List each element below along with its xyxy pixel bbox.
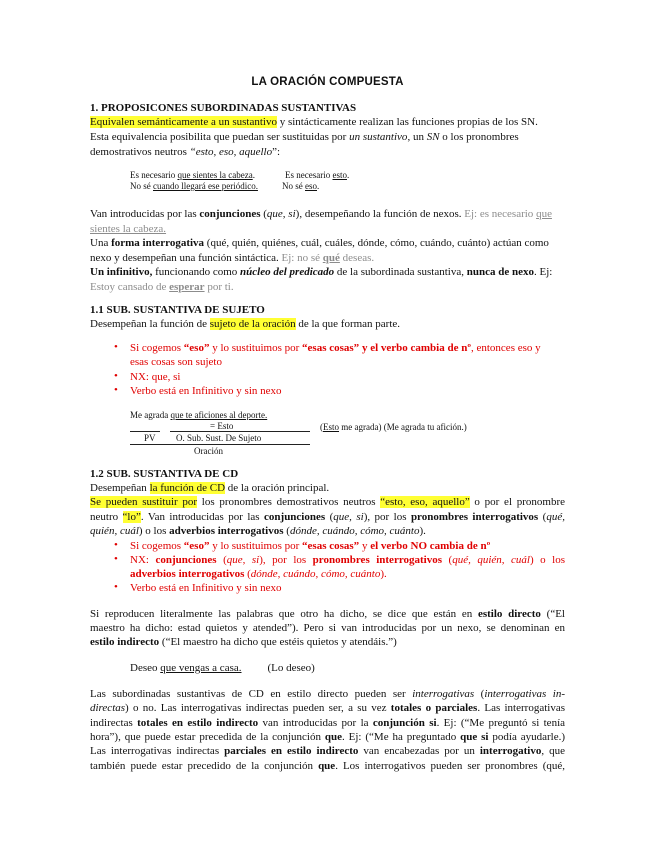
example-text: por ti. [204, 281, 234, 293]
text: . [317, 181, 320, 191]
s12-paragraph-1-line-3 [90, 635, 397, 650]
text: ”: [272, 146, 281, 158]
bullet: • [114, 370, 118, 382]
text: . Ej: (“Me ha preguntado [342, 731, 461, 743]
text: . Ej: (“Me preguntó si tenía [436, 717, 566, 729]
text: “esas cosas” [302, 540, 360, 552]
text: Si cogemos [130, 540, 184, 552]
text: ). [380, 568, 387, 580]
s12-paragraph-2-line-6 [90, 759, 565, 774]
text: el verbo NO cambia de nº [370, 540, 491, 552]
text: Es necesario [285, 170, 333, 180]
text: van introducidas por la [258, 717, 373, 729]
text: ) o los [529, 554, 565, 566]
s12-paragraph-2-line-3 [90, 716, 565, 731]
s1-paragraph-4-line-1 [90, 265, 552, 280]
s11-bullet-3: Verbo está en Infinitivo y sin nexo [130, 385, 282, 397]
text: eso [305, 181, 317, 191]
text: Si cogemos [130, 342, 184, 354]
text: (Lo deseo) [267, 662, 315, 674]
text: . [346, 170, 350, 180]
text: conjunciones [264, 511, 326, 523]
text: , que [541, 745, 565, 757]
s11-bullet-1-line-1 [130, 341, 541, 356]
text: totales o parciales [390, 702, 478, 714]
text: neutro [90, 511, 123, 523]
text: ), desempeñando la función de nexos. [295, 208, 465, 220]
s1-paragraph-4-line-2 [90, 280, 234, 295]
example-text: Ej: es necesario [464, 208, 537, 220]
text: Una [90, 237, 112, 249]
text: (qué, quién, quiénes, cuál, cuáles, dónde, cómo, cuándo, cuánto) actúan como [204, 237, 549, 249]
text: me agrada) (Me agrada tu afición.) [339, 422, 467, 432]
text: interrogativo [479, 745, 542, 757]
text: dónde, cuándo, cómo, cuánto [250, 568, 381, 580]
text: ( [320, 422, 323, 432]
text: dónde, cuándo, cómo, cuánto [289, 525, 420, 537]
text: Si reproducen literalmente las palabras que otro ha dicho, se dice que están en [90, 608, 478, 620]
text: . Ej: [534, 266, 553, 278]
highlight: “esto, eso, aquello” [380, 496, 470, 508]
text: van encabezadas por un [358, 745, 480, 757]
text: estilo directo [477, 608, 541, 620]
s12-bullet-2-line-1 [130, 553, 565, 568]
text: que si [460, 731, 489, 743]
text: también puede estar precedido de la conjunción [90, 760, 319, 772]
example-2a [130, 181, 258, 192]
s11-bullet-1-line-2: esas cosas son sujeto [130, 356, 222, 368]
text: Es necesario [130, 170, 178, 180]
text: ( [283, 525, 290, 537]
s1-paragraph-2-line-2: sientes la cabeza. [90, 223, 167, 235]
section-1-heading: 1. PROPOSICONES SUBORDINADAS SUSTANTIVAS [90, 102, 357, 114]
text: Van introducidas por las [90, 208, 200, 220]
text: ( [325, 511, 334, 523]
text: esto [332, 170, 347, 180]
example-1b [285, 170, 349, 181]
text: adverbios interrogativos [169, 525, 284, 537]
text: y sintácticamente realizan las funciones propias de los SN. [276, 116, 538, 128]
highlight: “lo” [122, 511, 141, 523]
text: que te aficiones al deporte. [170, 410, 268, 420]
s12-bullet-1 [130, 539, 490, 554]
text: Las subordinadas sustantivas de CD en estilo directo pueden ser [90, 688, 413, 700]
highlight: Equivalen semánticamente a un sustantivo [90, 116, 277, 128]
s1-paragraph-2-line-1 [90, 207, 552, 222]
text: funcionando como [152, 266, 241, 278]
text: que vengas a casa. [160, 662, 242, 674]
example-text: deseas. [339, 252, 375, 264]
text: que, si [266, 208, 296, 220]
text: Me agrada [130, 410, 171, 420]
highlight: sujeto de la oración [209, 318, 296, 330]
diagram-line [130, 444, 310, 445]
text: que sientes la cabeza [177, 170, 253, 180]
text: ), por los [363, 511, 411, 523]
text: que, si [226, 554, 260, 566]
s11-bullet-2: NX: que, si [130, 371, 181, 383]
text: conjunciones [199, 208, 261, 220]
section-1-1-heading: 1.1 SUB. SUSTANTIVA DE SUJETO [90, 304, 265, 316]
example-text: Estoy cansado de [90, 281, 170, 293]
text: y el verbo cambia de nº [359, 342, 471, 354]
text: Deseo [130, 662, 161, 674]
text: y lo sustituimos por [209, 342, 303, 354]
text: ( [244, 568, 251, 580]
s1-paragraph-1-line-2 [90, 130, 519, 145]
example-1a [130, 170, 255, 181]
text: , un [407, 131, 427, 143]
text: ( [538, 511, 547, 523]
text: que, si [333, 511, 364, 523]
text: nunca de nexo [466, 266, 534, 278]
text: cuando llegará ese periódico. [153, 181, 258, 191]
text: “eso” [183, 342, 210, 354]
text: totales en estilo indirecto [137, 717, 259, 729]
text: de la oración principal. [225, 482, 330, 494]
example-2b [282, 181, 319, 192]
text: o por el pronombre [469, 496, 565, 508]
text: . Los interrogativos pueden ser pronombres (qué, [335, 760, 565, 772]
text: o los pronombres [439, 131, 519, 143]
text: (“El [540, 608, 565, 620]
text: Un infinitivo, [90, 266, 153, 278]
text: ( [260, 208, 267, 220]
text: Esta equivalencia posibilita que puedan ser sustituidas por [90, 131, 350, 143]
s12-line-4 [90, 524, 426, 539]
text: SN [426, 131, 440, 143]
diagram-sentence [130, 410, 267, 421]
text: y lo sustituimos por [209, 540, 303, 552]
text: un sustantivo [349, 131, 408, 143]
text: . Las interrogativas [477, 702, 565, 714]
text: , entonces eso y [470, 342, 541, 354]
text: Esto [323, 422, 340, 432]
bullet: • [114, 539, 118, 551]
example-text: que [536, 208, 552, 220]
text: parciales en estilo indirecto [224, 745, 359, 757]
text: NX: [130, 554, 156, 566]
s12-paragraph-2-line-1 [90, 687, 565, 702]
text: qué, quién, cuál [452, 554, 530, 566]
text: ( [216, 554, 227, 566]
s12-bullet-2-line-2 [130, 567, 387, 582]
bullet: • [114, 553, 118, 565]
s12-line-3 [90, 510, 565, 525]
diagram-right-note [320, 422, 467, 433]
text: (“El maestro ha dicho que estéis quietos y atendáis.”) [159, 636, 397, 648]
diagram-pv-label: PV [144, 433, 156, 443]
text: hora”), que puede estar precedida de la conjunción [90, 731, 325, 743]
text: de la que forman parte. [295, 318, 401, 330]
text: No sé [130, 181, 153, 191]
s12-example [130, 661, 315, 676]
highlight: Se pueden sustituir por [90, 496, 198, 508]
text: Desempeñan [90, 482, 150, 494]
section-1-2-heading: 1.2 SUB. SUSTANTIVA DE CD [90, 468, 239, 480]
text: conjunción si [372, 717, 437, 729]
s12-line-2 [90, 495, 565, 510]
bullet: • [114, 341, 118, 353]
diagram-equivalence: = Esto [210, 421, 234, 431]
text: núcleo del predicado [240, 266, 335, 278]
text: pronombres interrogativos [312, 554, 443, 566]
text: pronombres interrogativos [410, 511, 539, 523]
s12-paragraph-1-line-2: maestro ha dicho: estad quietos y atended”). Pero si van introducidas por un nexo, se denominan en [90, 622, 565, 634]
text: interrogativas [412, 688, 475, 700]
text: interrogativas in- [484, 688, 565, 700]
diagram-oracion-label: Oración [194, 446, 223, 456]
s12-paragraph-2-line-2 [90, 701, 565, 716]
text: ( [474, 688, 485, 700]
s12-paragraph-2-line-5 [90, 744, 565, 759]
text: qué, [546, 511, 565, 523]
example-text: esperar [169, 281, 205, 293]
text: demostrativos neutros [90, 146, 190, 158]
text: No sé [282, 181, 305, 191]
text: que [324, 731, 342, 743]
s1-paragraph-3-line-1 [90, 236, 549, 251]
text: y [359, 540, 371, 552]
document-title: LA ORACIÓN COMPUESTA [251, 76, 404, 88]
text: “eso” [183, 540, 210, 552]
example-text: qué [322, 252, 340, 264]
text: “esas cosas” [302, 342, 360, 354]
s11-line-1 [90, 317, 400, 332]
text: . [252, 170, 255, 180]
s12-bullet-3: Verbo está en Infinitivo y sin nexo [130, 582, 282, 594]
s12-paragraph-2-line-4 [90, 730, 565, 745]
s1-paragraph-1-line-3 [90, 145, 280, 160]
text: forma interrogativa [111, 237, 205, 249]
text: estilo indirecto [90, 636, 160, 648]
s1-paragraph-3-line-2 [90, 251, 374, 266]
text: “esto, eso, aquello [189, 146, 273, 158]
bullet: • [114, 581, 118, 593]
diagram-subordinate-label: O. Sub. Sust. De Sujeto [176, 433, 262, 443]
text: ( [442, 554, 453, 566]
bullet: • [114, 384, 118, 396]
diagram-line [170, 431, 310, 432]
text: que [318, 760, 336, 772]
text: ), por los [259, 554, 313, 566]
text: adverbios interrogativos [130, 568, 245, 580]
text: ) o los [138, 525, 170, 537]
text: indirectas [90, 717, 138, 729]
text: directas [90, 702, 126, 714]
s12-paragraph-1-line-1 [90, 607, 565, 622]
text: los pronombres demostrativos neutros [197, 496, 381, 508]
text: quién, cuál [90, 525, 139, 537]
text: ). [419, 525, 426, 537]
s1-paragraph-1-line-1 [90, 115, 538, 130]
text: . Van introducidas por las [140, 511, 265, 523]
highlight: la función de CD [149, 482, 226, 494]
text: conjunciones [155, 554, 217, 566]
text: Las interrogativas indirectas [90, 745, 225, 757]
diagram-line [130, 431, 160, 432]
text: nexo y desempeñan una función sintáctica. [90, 252, 282, 264]
example-text: Ej: no sé [281, 252, 323, 264]
text: Desempeñan la función de [90, 318, 210, 330]
text: de la subordinada sustantiva, [334, 266, 467, 278]
s12-line-1 [90, 481, 329, 496]
text: ) o no. Las interrogativas indirectas pueden ser, a su vez [125, 702, 391, 714]
text: podía ayudarle.) [488, 731, 566, 743]
